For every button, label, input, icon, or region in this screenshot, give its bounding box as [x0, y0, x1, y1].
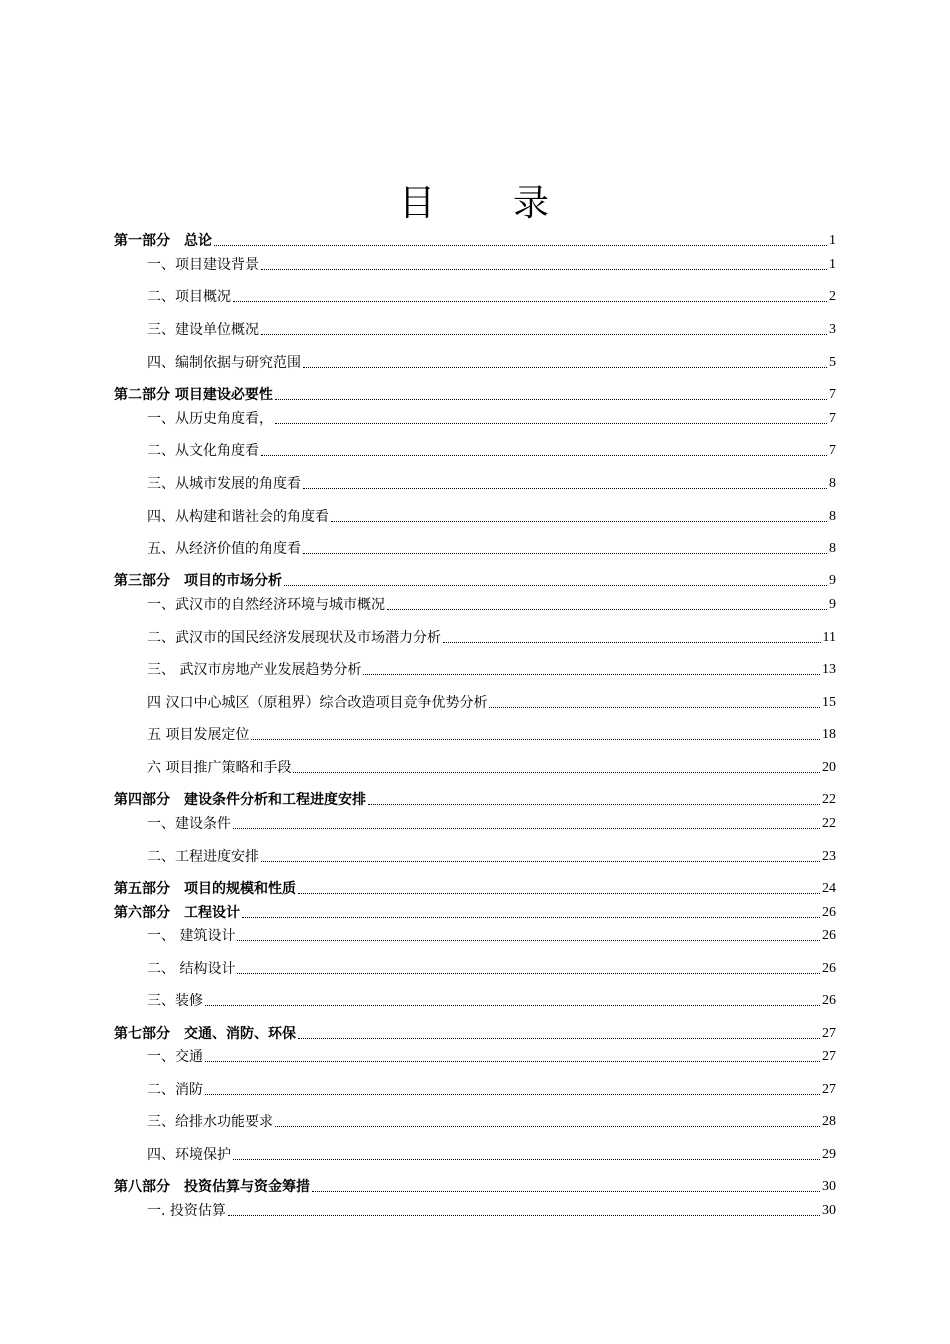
- toc-entry-label: 五、从经济价值的角度看: [147, 541, 301, 557]
- toc-entry-label: 六 项目推广策略和手段: [147, 760, 292, 776]
- toc-subsection-entry[interactable]: [147, 755, 836, 777]
- toc-entry-label: 二、项目概况: [147, 289, 231, 305]
- toc-entry-label: 一. 投资估算: [147, 1203, 226, 1219]
- toc-entry-label: 一、 建筑设计: [147, 928, 236, 944]
- toc-page-number: 26: [822, 928, 836, 943]
- toc-entry-label: 第二部分 项目建设必要性: [114, 387, 273, 403]
- dot-leader: [233, 300, 827, 302]
- dot-leader: [233, 1158, 820, 1160]
- toc-subsection-entry[interactable]: [147, 988, 836, 1010]
- toc-subsection-entry[interactable]: [147, 923, 836, 945]
- toc-entry-label: 一、武汉市的自然经济环境与城市概况: [147, 597, 385, 613]
- dot-leader: [205, 1060, 820, 1062]
- dot-leader: [293, 771, 820, 773]
- toc-entry-label: 三、 武汉市房地产业发展趋势分析: [147, 662, 362, 678]
- toc-section-entry[interactable]: [114, 382, 836, 404]
- toc-subsection-entry[interactable]: [147, 252, 836, 274]
- dot-leader: [261, 333, 827, 335]
- toc-entry-label: 第四部分 建设条件分析和工程进度安排: [114, 792, 366, 808]
- toc-page-number: 18: [822, 727, 836, 742]
- toc-entry-label: 二、从文化角度看: [147, 443, 259, 459]
- dot-leader: [489, 706, 820, 708]
- toc-entry-label: 四、环境保护: [147, 1147, 231, 1163]
- dot-leader: [368, 803, 820, 805]
- dot-leader: [303, 487, 827, 489]
- toc-page-number: 26: [822, 961, 836, 976]
- dot-leader: [312, 1190, 820, 1192]
- toc-subsection-entry[interactable]: [147, 657, 836, 679]
- toc-entry-label: 四 汉口中心城区（原租界）综合改造项目竞争优势分析: [147, 695, 488, 711]
- toc-page-number: 9: [829, 573, 836, 588]
- toc-entry-label: 第六部分 工程设计: [114, 905, 240, 921]
- dot-leader: [284, 584, 827, 586]
- toc-page-number: 27: [822, 1026, 836, 1041]
- toc-subsection-entry[interactable]: [147, 722, 836, 744]
- dot-leader: [261, 268, 827, 270]
- toc-subsection-entry[interactable]: [147, 690, 836, 712]
- toc-page-number: 7: [829, 411, 836, 426]
- toc-entry-label: 一、项目建设背景: [147, 257, 259, 273]
- dot-leader: [228, 1214, 820, 1216]
- toc-page-number: 3: [829, 322, 836, 337]
- toc-page-number: 13: [822, 662, 836, 677]
- toc-page-number: 1: [829, 233, 836, 248]
- dot-leader: [237, 939, 820, 941]
- toc-subsection-entry[interactable]: [147, 406, 836, 428]
- toc-subsection-entry[interactable]: [147, 956, 836, 978]
- toc-page-number: 7: [829, 387, 836, 402]
- toc-entry-label: 二、 结构设计: [147, 961, 236, 977]
- toc-subsection-entry[interactable]: [147, 811, 836, 833]
- toc-entry-label: 第三部分 项目的市场分析: [114, 573, 282, 589]
- dot-leader: [251, 738, 820, 740]
- dot-leader: [205, 1093, 820, 1095]
- toc-entry-label: 三、从城市发展的角度看: [147, 476, 301, 492]
- toc-section-entry[interactable]: [114, 876, 836, 898]
- toc-subsection-entry[interactable]: [147, 844, 836, 866]
- dot-leader: [298, 892, 820, 894]
- toc-page-number: 20: [822, 760, 836, 775]
- toc-page-number: 27: [822, 1082, 836, 1097]
- toc-page-number: 8: [829, 541, 836, 556]
- toc-subsection-entry[interactable]: [147, 317, 836, 339]
- toc-section-entry[interactable]: [114, 900, 836, 922]
- dot-leader: [242, 916, 820, 918]
- toc-entry-label: 三、装修: [147, 993, 203, 1009]
- toc-entry-label: 二、消防: [147, 1082, 203, 1098]
- toc-page-number: 8: [829, 509, 836, 524]
- dot-leader: [303, 552, 827, 554]
- toc-subsection-entry[interactable]: [147, 471, 836, 493]
- toc-entry-label: 一、从历史角度看，: [147, 411, 273, 427]
- dot-leader: [275, 1125, 820, 1127]
- toc-page-number: 26: [822, 905, 836, 920]
- toc-section-entry[interactable]: [114, 787, 836, 809]
- toc-entry-label: 二、武汉市的国民经济发展现状及市场潜力分析: [147, 630, 441, 646]
- toc-page-number: 22: [822, 792, 836, 807]
- toc-entry-label: 第一部分 总论: [114, 233, 212, 249]
- toc-page-number: 8: [829, 476, 836, 491]
- toc-page-number: 22: [822, 816, 836, 831]
- toc-entry-label: 五 项目发展定位: [147, 727, 250, 743]
- toc-entry-label: 第五部分 项目的规模和性质: [114, 881, 296, 897]
- dot-leader: [275, 422, 827, 424]
- dot-leader: [233, 827, 820, 829]
- dot-leader: [205, 1004, 820, 1006]
- toc-page-number: 28: [822, 1114, 836, 1129]
- toc-entry-label: 一、建设条件: [147, 816, 231, 832]
- toc-subsection-entry[interactable]: [147, 625, 836, 647]
- toc-page-number: 7: [829, 443, 836, 458]
- toc-page-number: 26: [822, 993, 836, 1008]
- toc-section-entry[interactable]: [114, 1021, 836, 1043]
- toc-page-number: 5: [829, 355, 836, 370]
- toc-page-number: 23: [822, 849, 836, 864]
- dot-leader: [363, 673, 820, 675]
- toc-page-number: 9: [829, 597, 836, 612]
- toc-entry-label: 第七部分 交通、消防、环保: [114, 1026, 296, 1042]
- toc-subsection-entry[interactable]: [147, 1109, 836, 1131]
- toc-page-number: 15: [822, 695, 836, 710]
- toc-section-entry[interactable]: [114, 228, 836, 250]
- toc-subsection-entry[interactable]: [147, 1077, 836, 1099]
- toc-subsection-entry[interactable]: [147, 1142, 836, 1164]
- toc-subsection-entry[interactable]: [147, 536, 836, 558]
- toc-section-entry[interactable]: [114, 1174, 836, 1196]
- toc-page-number: 11: [822, 630, 836, 645]
- toc-entry-label: 一、交通: [147, 1049, 203, 1065]
- toc-subsection-entry[interactable]: [147, 284, 836, 306]
- page-title: 目 录: [398, 183, 551, 224]
- toc-page-number: 24: [822, 881, 836, 896]
- toc-section-entry[interactable]: [114, 568, 836, 590]
- toc-entry-label: 四、编制依据与研究范围: [147, 355, 301, 371]
- toc-page-number: 29: [822, 1147, 836, 1162]
- toc-entry-label: 四、从构建和谐社会的角度看: [147, 509, 329, 525]
- dot-leader: [261, 860, 820, 862]
- toc-entry-label: 第八部分 投资估算与资金筹措: [114, 1179, 310, 1195]
- dot-leader: [237, 972, 820, 974]
- toc-page-number: 30: [822, 1203, 836, 1218]
- toc-subsection-entry[interactable]: [147, 1198, 836, 1220]
- toc-entry-label: 二、工程进度安排: [147, 849, 259, 865]
- toc-subsection-entry[interactable]: [147, 592, 836, 614]
- dot-leader: [261, 454, 827, 456]
- dot-leader: [331, 520, 827, 522]
- dot-leader: [443, 641, 821, 643]
- toc-page-number: 1: [829, 257, 836, 272]
- toc-subsection-entry[interactable]: [147, 1044, 836, 1066]
- dot-leader: [214, 244, 827, 246]
- toc-page-number: 27: [822, 1049, 836, 1064]
- toc-page-number: 30: [822, 1179, 836, 1194]
- toc-entry-label: 三、给排水功能要求: [147, 1114, 273, 1130]
- toc-subsection-entry[interactable]: [147, 350, 836, 372]
- toc-page-number: 2: [829, 289, 836, 304]
- toc-entry-label: 三、建设单位概况: [147, 322, 259, 338]
- dot-leader: [275, 398, 827, 400]
- dot-leader: [387, 608, 827, 610]
- toc-subsection-entry[interactable]: [147, 504, 836, 526]
- dot-leader: [303, 366, 827, 368]
- dot-leader: [298, 1037, 820, 1039]
- toc-subsection-entry[interactable]: [147, 438, 836, 460]
